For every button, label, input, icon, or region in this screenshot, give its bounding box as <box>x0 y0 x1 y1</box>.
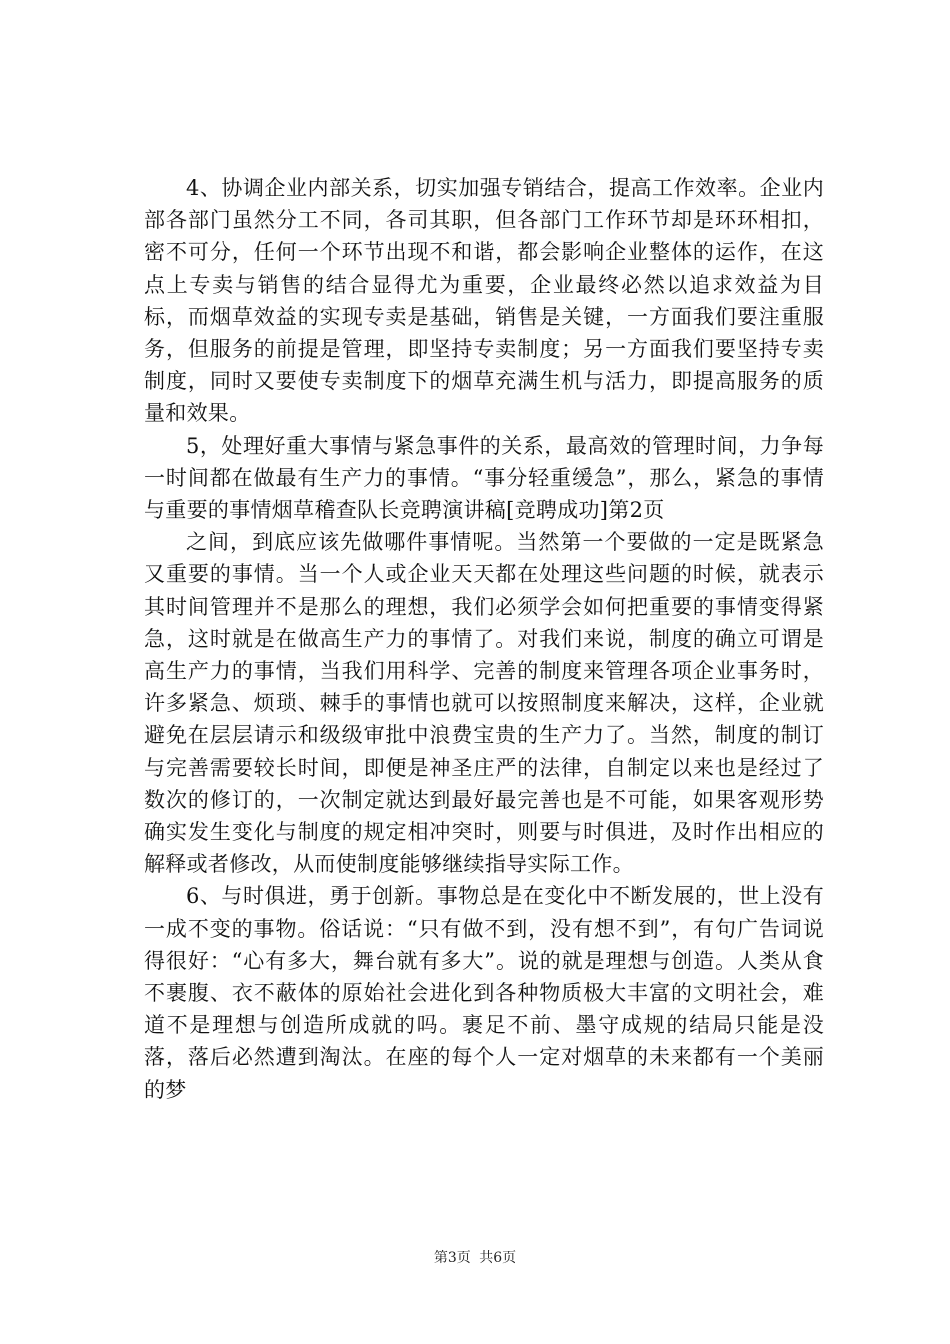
paragraph-item-5: 5，处理好重大事情与紧急事件的关系，最高效的管理时间，力争每一时间都在做最有生产力的事情。“事分轻重缓急”，那么，紧急的事情与重要的事情烟草稽查队长竞聘演讲稿[竞聘成功]第2页 <box>144 433 824 523</box>
page-total: 共6页 <box>479 1250 517 1266</box>
page-footer <box>0 1247 950 1267</box>
paragraph-item-4: 4、协调企业内部关系，切实加强专销结合，提高工作效率。企业内部各部门虽然分工不同，各司其职，但各部门工作环节却是环环相扣，密不可分，任何一个环节出现不和谐，都会影响企业整体的运作，在这点上专卖与销售的结合显得尤为重要，企业最终必然以追求效益为目标，而烟草效益的实现专卖是基础，销售是关键，一方面我们要注重服务，但服务的前提是管理，即坚持专卖制度；另一方面我们要坚持专卖制度，同时又要使专卖制度下的烟草充满生机与活力，即提高服务的质量和效果。 <box>144 176 824 426</box>
document-body <box>144 172 824 1106</box>
page-number: 第3页 <box>433 1250 471 1266</box>
paragraph-item-6: 6、与时俱进，勇于创新。事物总是在变化中不断发展的，世上没有一成不变的事物。俗话说：“只有做不到，没有想不到”，有句广告词说得很好：“心有多大，舞台就有多大”。说的就是理想与创造。人类从食不裹腹、衣不蔽体的原始社会进化到各种物质极大丰富的文明社会，难道不是理想与创造所成就的吗。裹足不前、墨守成规的结局只能是没落，落后必然遭到淘汰。在座的每个人一定对烟草的未来都有一个美丽的梦 <box>144 884 824 1102</box>
paragraph-continuation: 之间，到底应该先做哪件事情呢。当然第一个要做的一定是既紧急又重要的事情。当一个人或企业天天都在处理这些问题的时候，就表示其时间管理并不是那么的理想，我们必须学会如何把重要的事情变得紧急，这时就是在做高生产力的事情了。对我们来说，制度的确立可谓是高生产力的事情，当我们用科学、完善的制度来管理各项企业事务时，许多紧急、烦琐、棘手的事情也就可以按照制度来解决，这样，企业就避免在层层请示和级级审批中浪费宝贵的生产力了。当然，制度的制订与完善需要较长时间，即便是神圣庄严的法律，自制定以来也是经过了数次的修订的，一次制定就达到最好最完善也是不可能，如果客观形势确实发生变化与制度的规定相冲突时，则要与时俱进，及时作出相应的解释或者修改，从而使制度能够继续指导实际工作。 <box>144 530 824 877</box>
